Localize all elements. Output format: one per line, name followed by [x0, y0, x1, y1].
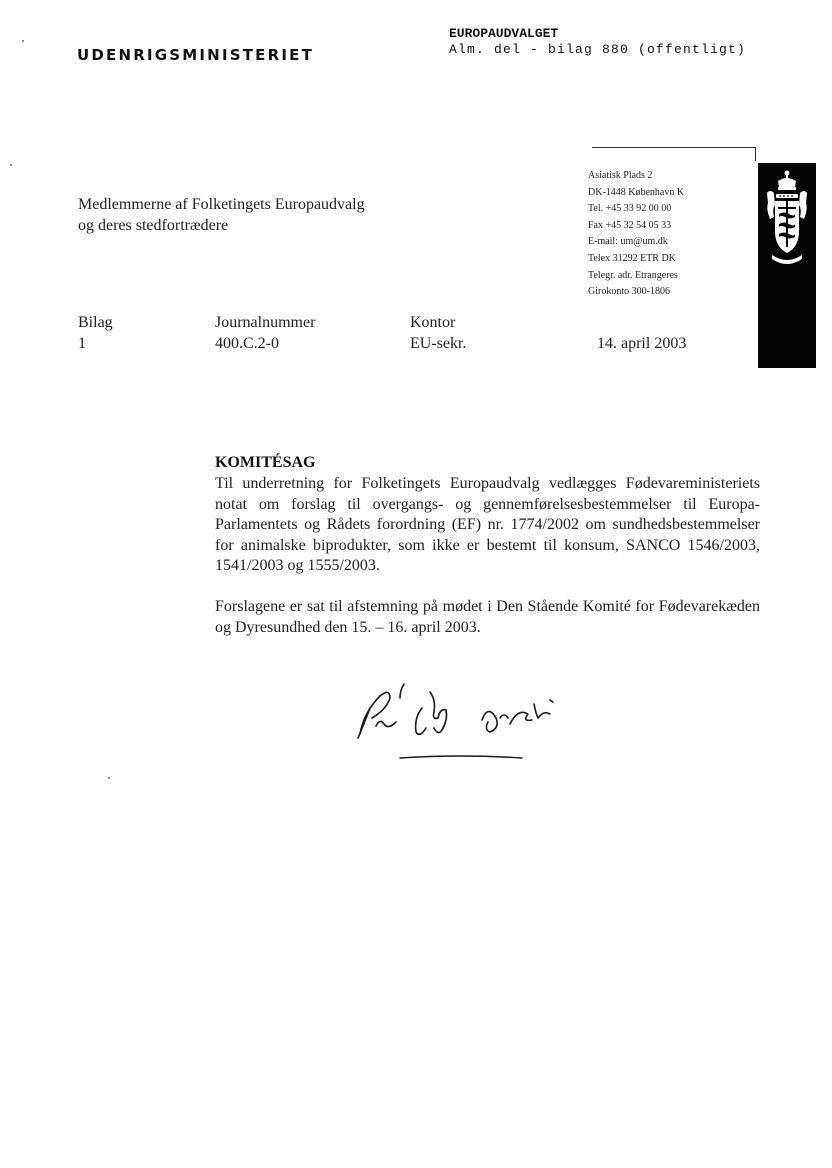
body-paragraph-1: Til underretning for Folketingets Europaudvalg vedlægges Fødevareministeriets notat om forslag til overgangs- og gennemførelsesbestemmelser til Europa-Parlamentets og Rådets forordning (EF) nr. 1774/2002 om sundhedsbestemmelser for animalske biprodukter, som ikke er bestemt til konsum, SANCO 1546/2003, 1541/2003 og 1555/2003. [215, 475, 760, 574]
address-divider-tick [755, 147, 756, 161]
ministry-name: UDENRIGSMINISTERIET [77, 46, 315, 64]
address-giro: Girokonto 300-1806 [588, 286, 670, 298]
letterhead-sidebar [758, 163, 816, 368]
bilag-label: Bilag [78, 314, 113, 331]
recipient-line-2: og deres stedfortrædere [78, 217, 229, 234]
journal-label: Journalnummer [215, 314, 316, 331]
address-telex: Telex 31292 ETR DK [588, 252, 676, 264]
address-divider [592, 147, 756, 148]
scan-speck [10, 164, 12, 166]
address-telegram: Telegr. adr. Etrangeres [588, 269, 678, 281]
address-phone: Tel. +45 33 92 00 00 [588, 203, 672, 215]
kontor-value: EU-sekr. [410, 335, 467, 352]
kontor-label: Kontor [410, 314, 456, 331]
subject-heading: KOMITÉSAG [215, 454, 316, 471]
letter-date: 14. april 2003 [597, 335, 687, 352]
scan-speck [22, 40, 24, 42]
recipient-block [78, 194, 365, 236]
address-block [588, 168, 684, 301]
handwritten-signature [350, 678, 580, 768]
archive-stamp [449, 26, 746, 58]
stamp-committee: EUROPAUDVALGET [449, 26, 559, 41]
address-email: E-mail: um@um.dk [588, 236, 668, 248]
address-street: Asiatisk Plads 2 [588, 170, 653, 181]
royal-coat-of-arms-icon [764, 169, 810, 273]
journal-value: 400.C.2-0 [215, 335, 279, 352]
scan-speck [108, 777, 110, 779]
stamp-reference: Alm. del - bilag 880 (offentligt) [449, 42, 747, 57]
bilag-value: 1 [78, 335, 86, 352]
address-fax: Fax +45 32 54 05 33 [588, 219, 672, 231]
recipient-line-1: Medlemmerne af Folketingets Europaudvalg [78, 196, 365, 213]
body-paragraph-2: Forslagene er sat til afstemning på mødet i Den Stående Komité for Fødevarekæden og Dyresundhed den 15. – 16. april 2003. [215, 598, 760, 636]
address-city: DK-1448 København K [588, 186, 685, 198]
